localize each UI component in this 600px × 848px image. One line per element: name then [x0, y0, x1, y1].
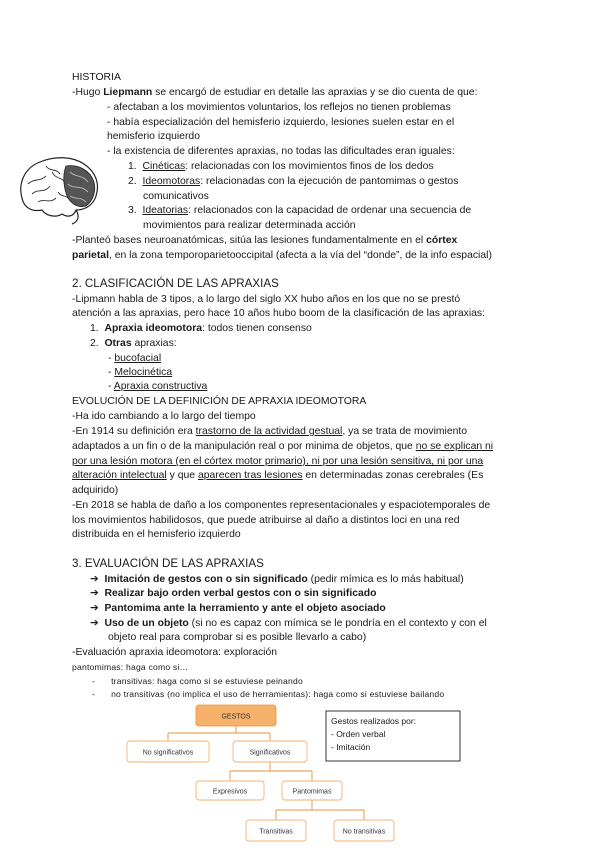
history-bullet-3: - la existencia de diferentes apraxias, no todas las dificultades eran iguales: — [107, 146, 455, 157]
evolution-line-3: adaptados a un fin o de la manipulación real o por minima de objetos, que no se explican ni — [72, 441, 494, 452]
history-heading: HISTORIA — [72, 72, 121, 83]
evolution-line-8: los movimientos habilidosos, que puede atribuirse al daño a distintos loci en una red — [72, 515, 460, 526]
brain-illustration — [16, 154, 102, 226]
arrow-icon: ➔ — [90, 603, 99, 614]
evolution-line-9: distribuida en el hemisferio izquierdo — [72, 529, 241, 540]
evaluation-item-1: ➔ Imitación de gestos con o sin significado (pedir mímica es lo más habitual) — [90, 574, 464, 585]
history-list-item-2-cont: comunicativos — [143, 191, 209, 202]
classification-item-1: 1. Apraxia ideomotora: todos tienen consenso — [90, 323, 312, 334]
evolution-line-6: adquirido) — [72, 485, 119, 496]
history-paragraph-2: -Planteó bases neuroanatómicas, sitúa las lesiones fundamentalmente en el córtex — [72, 235, 458, 246]
gestures-diagram — [0, 700, 600, 848]
arrow-icon: ➔ — [90, 574, 99, 585]
evaluation-subitem-1: - transitivas: haga como si se estuviese peinando — [92, 676, 303, 686]
diagram-legend-title: Gestos realizados por: — [331, 716, 417, 726]
diagram-legend-item-2: - Imitación — [331, 742, 371, 752]
evolution-line-1: -Ha ido cambiando a lo largo del tiempo — [72, 411, 256, 422]
diagram-legend-item-1: - Orden verbal — [331, 729, 386, 739]
evaluation-item-4-cont: objeto real para comprobar si es posible llevarlo a cabo) — [108, 632, 367, 643]
history-bullet-2-cont: hemisferio izquierdo — [107, 131, 200, 142]
classification-heading: 2. CLASIFICACIÓN DE LAS APRAXIAS — [72, 277, 279, 290]
node-significativos-label: Significativos — [249, 749, 291, 757]
history-bullet-2: - había especialización del hemisferio izquierdo, lesiones suelen estar en el — [107, 117, 455, 128]
history-paragraph-2-cont: parietal, en la zona temporoparietooccipital (afecta a la vía del “donde”, de la info espacial) — [72, 250, 492, 261]
evaluation-paragraph-1: -Evaluación apraxia ideomotora: exploración — [72, 647, 278, 658]
evolution-line-4: por una lesión motora (en el córtex motor primario), ni por una lesión sensitiva, ni por una — [72, 456, 484, 467]
evolution-line-7: -En 2018 se habla de daño a los componentes representacionales y espaciotemporales de — [72, 500, 491, 511]
classification-paragraph-line-2: atención a las apraxias, pero hace 10 años hubo boom de la clasificación de las apraxias: — [72, 308, 485, 319]
classification-subitem-3: - Apraxia constructiva — [108, 381, 208, 392]
arrow-icon: ➔ — [90, 618, 99, 629]
node-transitivas-label: Transitivas — [259, 828, 293, 836]
arrow-icon: ➔ — [90, 588, 99, 599]
evolution-heading: EVOLUCIÓN DE LA DEFINICIÓN DE APRAXIA IDEOMOTORA — [72, 396, 367, 407]
classification-subitem-2: - Melocinética — [108, 367, 173, 378]
evaluation-item-4: ➔ Uso de un objeto (si no es capaz con mímica se le pondría en el contexto y con el — [90, 618, 487, 629]
evolution-line-2: -En 1914 su definición era trastorno de la actividad gestual, ya se trata de movimiento — [72, 426, 468, 437]
evaluation-heading: 3. EVALUACIÓN DE LAS APRAXIAS — [72, 557, 264, 570]
node-gestos-label: GESTOS — [221, 713, 251, 721]
classification-paragraph-line-1: -Lipmann habla de 3 tipos, a lo largo del siglo XX hubo años en los que no se prestó — [72, 294, 461, 305]
evaluation-subitem-2: - no transitivas (no implica el uso de herramientas): haga como si estuviese bailando — [92, 689, 445, 699]
node-expresivos-label: Expresivos — [212, 788, 248, 796]
history-list-item-1: 1. Cinéticas: relacionadas con los movimientos finos de los dedos — [128, 161, 434, 172]
evaluation-paragraph-2: pantomimas: haga como si… — [72, 662, 189, 672]
evolution-line-5: alteración intelectual y que aparecen tras lesiones en determinadas zonas cerebrales (Es — [72, 470, 484, 481]
node-no-significativos-label: No significativos — [142, 749, 194, 757]
history-bullet-1: - afectaban a los movimientos voluntarios, los reflejos no tienen problemas — [107, 102, 451, 113]
evaluation-item-3: ➔ Pantomima ante la herramiento y ante el objeto asociado — [90, 603, 386, 614]
classification-subitem-1: - bucofacial — [108, 353, 162, 364]
node-pantomimas-label: Pantomimas — [292, 788, 332, 796]
history-list-item-2: 2. Ideomotoras: relacionadas con la ejecución de pantomimas o gestos — [128, 176, 459, 187]
node-no-transitivas-label: No transitivas — [342, 828, 386, 836]
history-list-item-3: 3. Ideatorias: relacionados con la capacidad de ordenar una secuencia de — [128, 205, 472, 216]
history-paragraph-1: -Hugo Liepmann se encargó de estudiar en detalle las apraxias y se dio cuenta de que: — [72, 87, 478, 98]
classification-item-2: 2. Otras apraxias: — [90, 338, 177, 349]
evaluation-item-2: ➔ Realizar bajo orden verbal gestos con o sin significado — [90, 588, 377, 599]
history-list-item-3-cont: movimientos para realizar determinada acción — [143, 220, 356, 231]
